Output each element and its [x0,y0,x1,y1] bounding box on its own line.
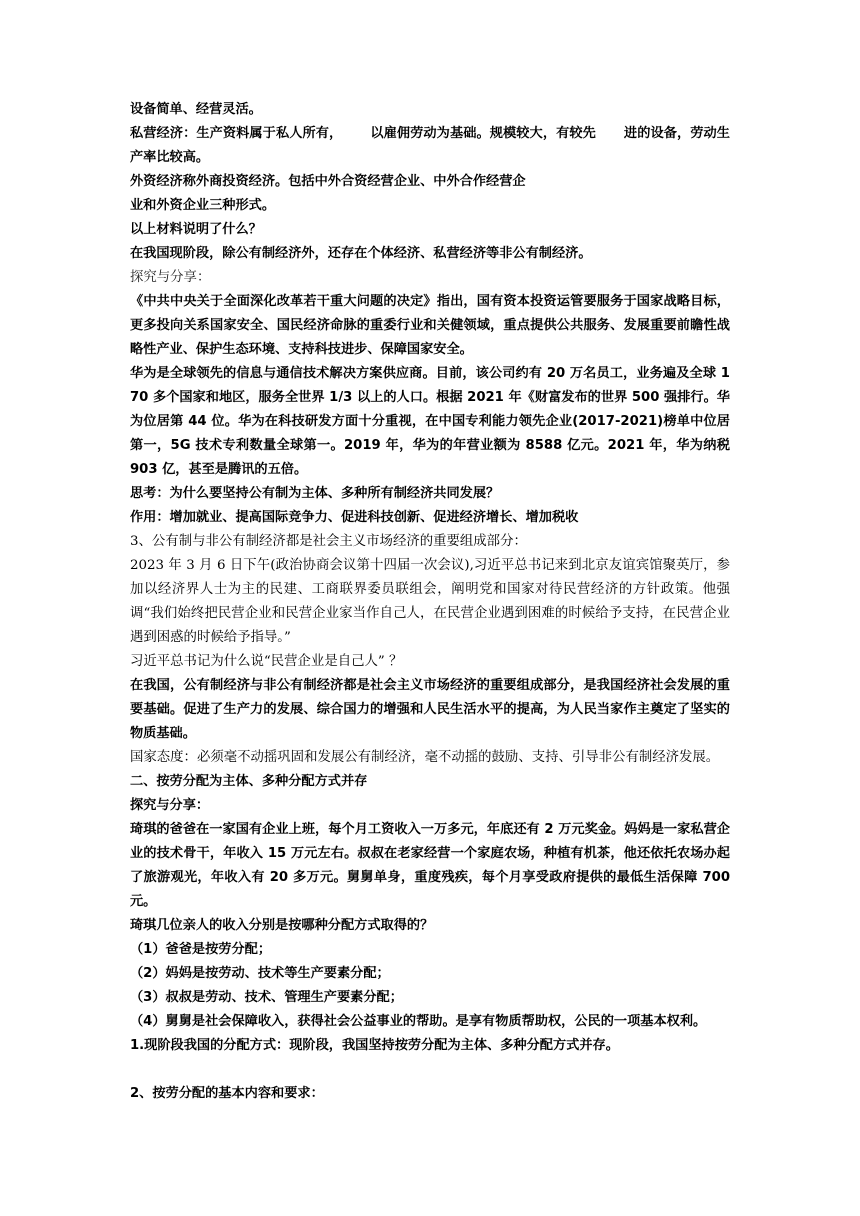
question-why-public-ownership: 思考：为什么要坚持公有制为主体、多种所有制经济共同发展？ [130,486,500,501]
question-income-distribution: 琦琪几位亲人的收入分别是按哪种分配方式取得的？ [130,918,434,933]
heading-explore-share-1: 探究与分享： [130,270,211,285]
question-private-enterprise: 习近平总书记为什么说“民营企业是自己人” ？ [130,654,403,669]
answer-important-components: 在我国，公有制经济与非公有制经济都是社会主义市场经济的重要组成部分，是我国经济社会发展的重要基础。促进了生产力的发展、综合国力的增强和人民生活水平的提高，为人民当家作主奠定了坚实的物质基础。 [130,678,730,741]
paragraph-foreign-economy-1: 外资经济称外商投资经济。包括中外合资经营企业、中外合作经营企 [130,174,526,189]
blank-line [130,1058,730,1082]
paragraph-foreign-economy-2: 业和外资企业三种形式。 [130,198,276,213]
paragraph-individual-economy-tail: 设备简单、经营灵活。 [130,102,262,117]
paragraph-huawei: 华为是全球领先的信息与通信技术解决方案供应商。目前，该公司约有 20 万名员工，业务遍及全球 170 多个国家和地区，服务全世界 1/3 以上的人口。根据 2021 年《财富发布的世界 500 强排行。华为位居第 44 位。华为在科技研发方面十分重视，在中国专利能力领先企业(2017-2021)榜单中位居第一，5G 技术专利数量全球第一。2019 年，华为的年营业额为 8588 亿元。2021 年，华为纳税 903 亿，甚至是腾讯的五倍。 [130,366,735,477]
paragraph-distribution-method: 1.现阶段我国的分配方式：现阶段，我国坚持按劳分配为主体、多种分配方式并存。 [130,1038,619,1053]
heading-distribution-requirements: 2、按劳分配的基本内容和要求： [130,1086,324,1101]
paragraph-xi-speech: 2023 年 3 月 6 日下午(政治协商会议第十四届一次会议),习近平总书记来到北京友谊宾馆聚英厅，参加以经济界人士为主的民建、工商联界委员联组会，阐明党和国家对待民营经济的方针政策。他强调“我们始终把民营企业和民营企业家当作自己人，在民营企业遇到困难的时候给予支持，在民营企业遇到困惑的时候给予指导。” [130,558,730,645]
answer-item-4: （4）舅舅是社会保障收入，获得社会公益事业的帮助。是享有物质帮助权，公民的一项基本权利。 [130,1014,707,1029]
paragraph-qiqi-family: 琦琪的爸爸在一家国有企业上班，每个月工资收入一万多元，年底还有 2 万元奖金。妈妈是一家私营企业的技术骨干，年收入 15 万元左右。叔叔在老家经营一个家庭农场，种植有机茶，他还依托农场办起了旅游观光，年收入有 20 多万元。舅舅单身，重度残疾，每个月享受政府提供的最低生活保障 700 元。 [130,822,735,909]
answer-item-2: （2）妈妈是按劳动、技术等生产要素分配； [130,966,390,981]
paragraph-private-economy: 私营经济：生产资料属于私人所有， 以雇佣劳动为基础。规模较大，有较先 进的设备，劳动生产率比较高。 [130,126,730,165]
heading-explore-share-2: 探究与分享： [130,798,210,813]
answer-roles: 作用：增加就业、提高国际竞争力、促进科技创新、促进经济增长、增加税收 [130,510,579,525]
answer-non-public-economy: 在我国现阶段，除公有制经济外，还存在个体经济、私营经济等非公有制经济。 [130,246,592,261]
document-page [130,98,735,1106]
paragraph-state-attitude: 国家态度：必须毫不动摇巩固和发展公有制经济，毫不动摇的鼓励、支持、引导非公有制经济发展。 [130,750,720,765]
heading-section-two: 二、按劳分配为主体、多种分配方式并存 [130,774,368,789]
paragraph-state-capital: 《中共中央关于全面深化改革若干重大问题的决定》指出，国有资本投资运管要服务于国家战略目标，更多投向关系国家安全、国民经济命脉的重委行业和关健领域，重点提供公共服务、发展重要前瞻性战略性产业、保护生态环境、支持科技进步、保障国家安全。 [130,294,730,357]
answer-item-1: （1）爸爸是按劳分配； [130,942,272,957]
heading-section-3: 3、公有制与非公有制经济都是社会主义市场经济的重要组成部分： [130,534,527,549]
question-material-meaning: 以上材料说明了什么？ [130,222,262,237]
answer-item-3: （3）叔叔是劳动、技术、管理生产要素分配； [130,990,403,1005]
